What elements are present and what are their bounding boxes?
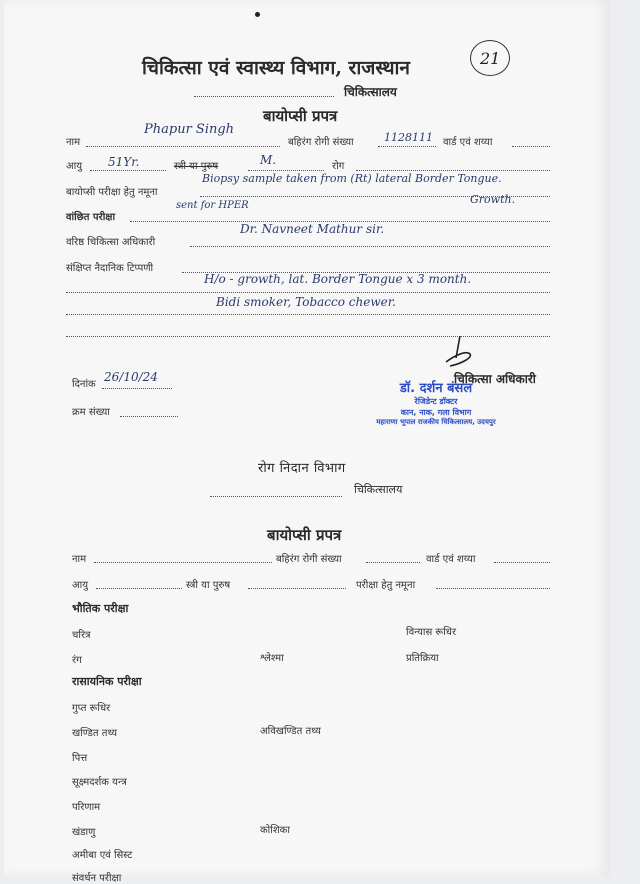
bottom-hospital-line: [210, 496, 342, 497]
senior-officer-line: [190, 246, 550, 247]
name-line: [86, 146, 280, 147]
ward-label: वार्ड एवं शय्या: [443, 137, 493, 148]
hospital-name-line: [194, 96, 334, 97]
age-line: [90, 170, 166, 171]
opd-label: बहिरंग रोगी संख्या: [288, 137, 354, 148]
bottom-ward-line: [494, 562, 550, 563]
result-label: परिणाम: [72, 802, 101, 813]
bottom-ward-label: वार्ड एवं शय्या: [426, 554, 476, 565]
bottom-name-label: नाम: [72, 554, 87, 565]
clinical-note-value: H/o - growth, lat. Border Tongue x 3 month.: [204, 272, 472, 286]
desired-test-label: वांछित परीक्षा: [66, 212, 116, 223]
gender-value: M.: [260, 153, 277, 167]
clinical-note-line-3: [66, 314, 550, 315]
fragment-label: खंडाणु: [72, 827, 96, 838]
cells-label: कोशिका: [260, 825, 290, 836]
diagnosis-section-title: रोग निदान विभाग: [258, 461, 346, 476]
occult-blood-label: गुप्त रूधिर: [72, 703, 111, 714]
form-title: बायोप्सी प्रपत्र: [263, 107, 338, 125]
fragmented-label: खण्डित तथ्य: [72, 728, 118, 739]
gender-line: [248, 170, 324, 171]
mucus-label: श्लेश्मा: [260, 653, 284, 664]
bottom-sample-line: [436, 588, 550, 589]
senior-officer-label: वरिष्ठ चिकित्सा अधिकारी: [66, 237, 156, 248]
date-value: 26/10/24: [104, 370, 158, 384]
bottom-opd-line: [366, 562, 420, 563]
stamp-doctor-name: डॉ. दर्शन बंसल: [399, 381, 473, 396]
sample-value: Biopsy sample taken from (Rt) lateral Border Tongue.: [202, 172, 502, 185]
stamp-hospital: महाराणा भूपाल राजकीय चिकित्सालय, उदयपुर: [376, 418, 496, 426]
bile-label: पित्त: [72, 753, 88, 764]
gender-label: स्त्री या पुरुष: [174, 161, 219, 172]
officer-signature: [440, 334, 480, 370]
stamp-department: कान, नाक, गला विभाग: [400, 408, 472, 417]
bottom-gender-label: स्त्री या पुरुष: [186, 580, 231, 591]
bottom-form-title: बायोप्सी प्रपत्र: [267, 526, 342, 544]
arrangement-blood-label: विन्यास रूधिर: [406, 627, 457, 638]
unfragmented-label: अविखण्डित तथ्य: [260, 726, 321, 737]
age-value: 51Yr.: [108, 155, 140, 169]
officer-sign-label: चिकित्सा अधिकारी: [454, 372, 536, 386]
ward-line: [512, 146, 550, 147]
color-label: रंग: [72, 655, 82, 666]
clinical-note-value-2: Bidi smoker, Tobacco chewer.: [216, 295, 396, 309]
sample-label: बायोप्सी परीक्षा हेतु नमूना: [66, 187, 158, 198]
disease-label: रोग: [332, 161, 345, 172]
bottom-sample-label: परीक्षा हेतु नमूना: [356, 580, 416, 591]
bottom-hospital-label: चिकित्सालय: [354, 483, 403, 496]
doctor-stamp: [356, 378, 516, 427]
name-label: नाम: [66, 137, 81, 148]
name-value: Phapur Singh: [144, 122, 235, 137]
opd-line: [378, 146, 436, 147]
microscope-label: सूक्ष्मदर्शक यन्त्र: [72, 777, 127, 788]
serial-label: क्रम संख्या: [72, 407, 110, 418]
bottom-age-line: [96, 588, 182, 589]
reaction-label: प्रतिक्रिया: [406, 653, 439, 664]
opd-value: 1128111: [384, 131, 433, 144]
culture-exam-label: संवर्धन परीक्षा: [72, 873, 122, 884]
serial-line: [120, 416, 178, 417]
stamp-designation: रेजिडेन्ट डॉक्टर: [414, 397, 458, 406]
bottom-name-line: [94, 562, 272, 563]
character-label: चरित्र: [72, 630, 91, 641]
serial-circled-number: 21: [480, 49, 501, 68]
clinical-note-label: संक्षिप्त नैदानिक टिप्पणी: [66, 263, 154, 274]
bottom-age-label: आयु: [72, 580, 89, 591]
clinical-note-line-2: [66, 292, 550, 293]
punch-hole: [255, 12, 260, 17]
chemical-exam-heading: रासायनिक परीक्षा: [72, 675, 142, 688]
hospital-label: चिकित्सालय: [344, 85, 397, 99]
amoeba-cyst-label: अमीबा एवं सिस्ट: [72, 850, 133, 861]
department-title: चिकित्सा एवं स्वास्थ्य विभाग, राजस्थान: [142, 57, 410, 79]
date-label: दिनांक: [72, 379, 96, 390]
bottom-opd-label: बहिरंग रोगी संख्या: [276, 554, 342, 565]
disease-line: [356, 170, 550, 171]
desired-test-value: sent for HPER: [176, 200, 249, 211]
paper-sheet: [4, 0, 610, 884]
bottom-gender-line: [248, 588, 346, 589]
age-label: आयु: [66, 161, 83, 172]
sample-value-2: Growth.: [470, 193, 516, 206]
date-line: [102, 388, 172, 389]
senior-officer-value: Dr. Navneet Mathur sir.: [240, 222, 385, 236]
physical-exam-heading: भौतिक परीक्षा: [72, 602, 129, 615]
